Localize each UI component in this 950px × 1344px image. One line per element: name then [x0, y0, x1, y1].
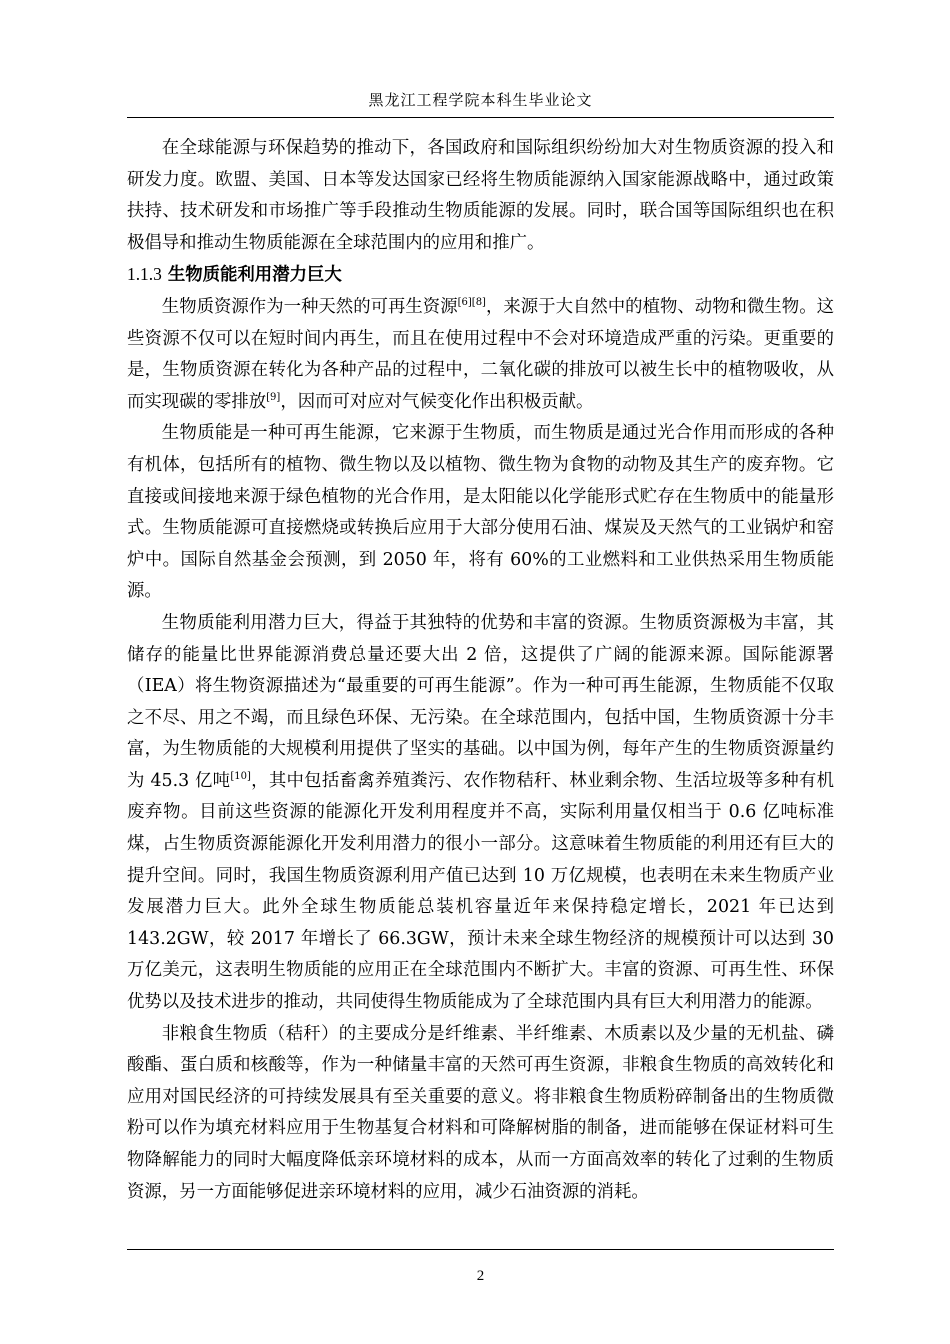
citation-6-8: [6][8]	[457, 297, 486, 309]
paragraph-2-part-a: 生物质资源作为一种天然的可再生资源	[161, 296, 458, 317]
section-title: 生物质能利用潜力巨大	[167, 265, 342, 286]
paragraph-2-part-b: ，来源于大自然中的植物、动物和微生物。这些资源不仅可以在短时间内再生，而且在使用过程中不会对环境造成严重的污染。更重要的是，生物质资源在转化为各种产品的过程中，二氧化碳的排放可以被生长中的植物吸收，从而实现碳的零排放	[127, 296, 834, 412]
section-number: 1.1.3	[127, 264, 162, 285]
paragraph-5: 非粮食生物质（秸秆）的主要成分是纤维素、半纤维素、木质素以及少量的无机盐、磷酸酯、蛋白质和核酸等，作为一种储量丰富的天然可再生资源，非粮食生物质的高效转化和应用对国民经济的可持续发展具有至关重要的意义。将非粮食生物质粉碎制备出的生物质微粉可以作为填充材料应用于生物基复合材料和可降解树脂的制备，进而能够在保证材料可生物降解能力的同时大幅度降低亲环境材料的成本，从而一方面高效率的转化了过剩的生物质资源，另一方面能够促进亲环境材料的应用，减少石油资源的消耗。	[127, 1023, 834, 1202]
paragraph-4-part-b: ，其中包括畜禽养殖粪污、农作物秸秆、林业剩余物、生活垃圾等多种有机废弃物。目前这些资源的能源化开发利用程度并不高，实际利用量仅相当于 0.6 亿吨标准煤，占生物质资源能源化开发利用潜力的很小一部分。这意味着生物质能的利用还有巨大的提升空间。同时，我国生物质资源利用产值已达到 10 万亿规模，也表明在未来生物质产业发展潜力巨大。此外全球生物质能总装机容量近年来保持稳定增长，2021 年已达到 143.2GW，较 2017 年增长了 66.3GW，预计未来全球生物经济的规模预计可以达到 30 万亿美元，这表明生物质能的应用正在全球范围内不断扩大。丰富的资源、可再生性、环保优势以及技术进步的推动，共同使得生物质能成为了全球范围内具有巨大利用潜力的能源。	[127, 770, 834, 1013]
body-text	[127, 133, 834, 1208]
citation-9: [9]	[266, 391, 281, 403]
paragraph-1: 在全球能源与环保趋势的推动下，各国政府和国际组织纷纷加大对生物质资源的投入和研发力度。欧盟、美国、日本等发达国家已经将生物质能源纳入国家能源战略中，通过政策扶持、技术研发和市场推广等手段推动生物质能源的发展。同时，联合国等国际组织也在积极倡导和推动生物质能源在全球范围内的应用和推广。	[127, 138, 834, 253]
paragraph-2	[127, 292, 834, 418]
paragraph-2-part-c: ，因而可对应对气候变化作出积极贡献。	[280, 391, 594, 412]
paragraph-3: 生物质能是一种可再生能源，它来源于生物质，而生物质是通过光合作用而形成的各种有机体，包括所有的植物、微生物以及以植物、微生物为食物的动物及其生产的废弃物。它直接或间接地来源于绿色植物的光合作用，是太阳能以化学能形式贮存在生物质中的能量形式。生物质能源可直接燃烧或转换后应用于大部分使用石油、煤炭及天然气的工业锅炉和窑炉中。国际自然基金会预测，到 2050 年，将有 60%的工业燃料和工业供热采用生物质能源。	[127, 423, 834, 602]
footer-rule	[127, 1249, 834, 1250]
page-number: 2	[476, 1268, 485, 1284]
paragraph-4	[127, 608, 834, 1019]
section-heading	[127, 259, 834, 292]
paragraph-4-part-a: 生物质能利用潜力巨大，得益于其独特的优势和丰富的资源。生物质资源极为丰富，其储存的能量比世界能源消费总量还要大出 2 倍，这提供了广阔的能源来源。国际能源署（IEA）将生物资源描述为“最重要的可再生能源”。作为一种可再生能源，生物质能不仅取之不尽、用之不竭，而且绿色环保、无污染。在全球范围内，包括中国，生物质资源十分丰富，为生物质能的大规模利用提供了坚实的基础。以中国为例，每年产生的生物质资源量约为 45.3 亿吨	[127, 612, 834, 791]
citation-10: [10]	[230, 771, 251, 783]
running-header: 黑龙江工程学院本科生毕业论文	[368, 91, 593, 109]
header-rule	[127, 117, 834, 118]
